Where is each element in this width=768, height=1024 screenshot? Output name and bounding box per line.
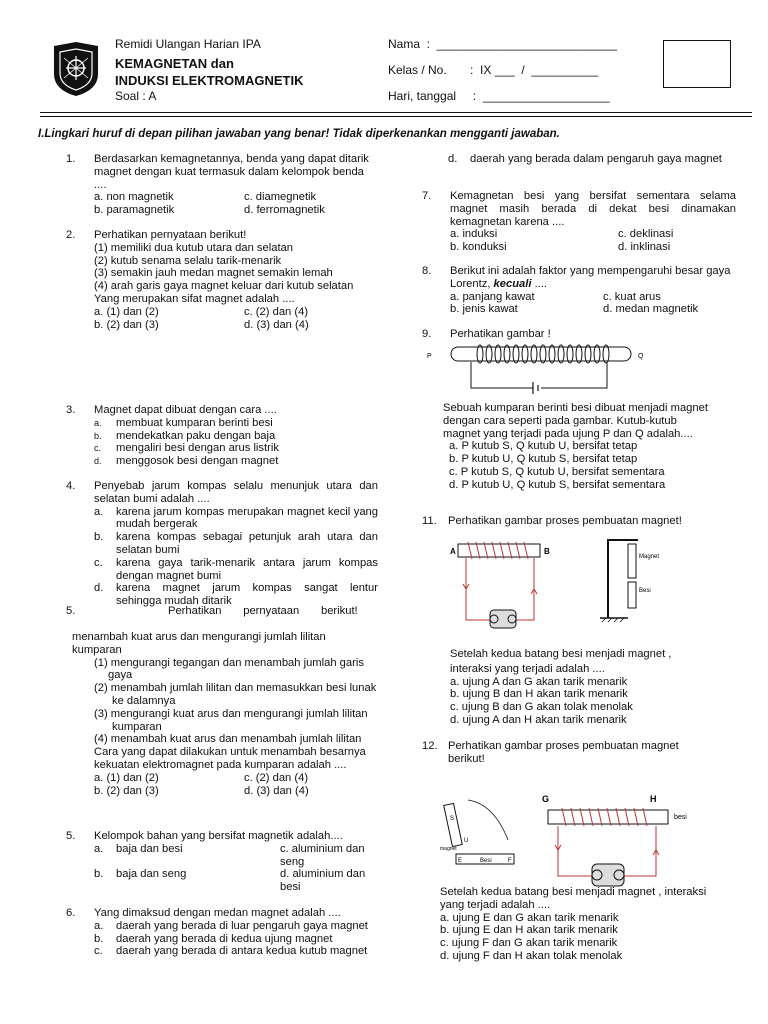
q1-option-b[interactable]: b. paramagnetik <box>94 204 175 217</box>
question-7 <box>422 190 736 254</box>
q11-electromagnet-figure <box>448 534 558 634</box>
q6-letter-c[interactable]: c. <box>94 945 103 958</box>
q3-letter-b[interactable]: b. <box>94 430 102 441</box>
q9-option-a[interactable]: a. P kutub S, Q kutub U, bersifat tetap <box>449 440 638 453</box>
score-box[interactable] <box>663 40 731 88</box>
nama-field[interactable]: Nama : ___________________________ <box>388 37 617 51</box>
q8-option-b[interactable]: b. jenis kawat <box>450 303 518 316</box>
q5a-option-b[interactable]: b. (2) dan (3) <box>94 784 159 797</box>
q4-letter-d[interactable]: d. <box>94 582 104 595</box>
question-11 <box>422 515 736 528</box>
q3-letter-c[interactable]: c. <box>94 443 102 454</box>
q12-rubbing-figure <box>434 790 526 870</box>
q5a-option-a[interactable]: a. (1) dan (2) <box>94 771 159 784</box>
q2-statement-1: (1) memiliki dua kutub utara dan selatan <box>94 241 293 254</box>
q9-coil <box>477 345 609 363</box>
q11-label-a: A <box>450 547 456 556</box>
q8-text-main: Berikut ini adalah faktor yang mempengaruhi besar gaya Lorentz, <box>450 265 731 290</box>
q9-label-q: Q <box>638 353 644 360</box>
question-3 <box>66 404 376 468</box>
q11-option-b[interactable]: b. ujung B dan H akan tarik menarik <box>450 688 628 701</box>
q9-option-d[interactable]: d. P kutub U, Q kutub S, bersifat sementara <box>449 478 666 491</box>
q4-text: Penyebab jarum kompas selalu menunjuk utara dan selatan bumi adalah .... <box>94 480 378 505</box>
q7-text: Kemagnetan besi yang bersifat sementara selama magnet masih berada di dekat besi dinamakan kemagnetan karena .... <box>450 190 736 228</box>
question-6-option-d <box>448 153 736 166</box>
q5b-letter-b[interactable]: b. <box>94 868 104 881</box>
question-1 <box>66 153 376 217</box>
q4-letter-c[interactable]: c. <box>94 556 103 569</box>
school-logo <box>50 40 102 98</box>
q6-option-d[interactable]: daerah yang berada dalam pengaruh gaya magnet <box>470 153 722 165</box>
q1-option-a[interactable]: a. non magnetik <box>94 191 174 204</box>
soal-label: Soal : A <box>115 89 157 103</box>
q12-option-a[interactable]: a. ujung E dan G akan tarik menarik <box>440 911 619 924</box>
q11-option-d[interactable]: d. ujung A dan H akan tarik menarik <box>450 713 627 726</box>
q6-number: 6. <box>66 907 76 919</box>
q7-option-b[interactable]: b. konduksi <box>450 241 507 254</box>
q12-number: 12. <box>422 740 438 752</box>
q6-letter-a[interactable]: a. <box>94 919 104 932</box>
q11-option-c[interactable]: c. ujung B dan G akan tolak menolak <box>450 701 633 714</box>
q12-label-magnet: magnet <box>440 846 457 852</box>
q9-number: 9. <box>422 328 432 340</box>
q12-description: Setelah kedua batang besi menjadi magnet , interaksi yang terjadi adalah .... <box>440 886 707 911</box>
q12-label-g: G <box>542 794 550 804</box>
instruction: I.Lingkari huruf di depan pilihan jawaban yang benar! Tidak diperkenankan mengganti jawaban. <box>38 128 560 140</box>
q1-option-d[interactable]: d. ferromagnetik <box>244 204 325 217</box>
q5b-number: 5. <box>66 830 76 842</box>
q5a-statement-4: (4) menambah kuat arus dan menambah jumlah lilitan <box>94 733 362 746</box>
q3-option-b[interactable]: mendekatkan paku dengan baja <box>116 429 276 442</box>
q11-text: Perhatikan gambar proses pembuatan magnet! <box>448 515 682 527</box>
q8-option-a[interactable]: a. panjang kawat <box>450 290 535 303</box>
q9-label-p: P <box>427 353 432 360</box>
q7-option-a[interactable]: a. induksi <box>450 228 498 241</box>
q9-text: Perhatikan gambar ! <box>450 328 551 340</box>
kelas-field[interactable]: Kelas / No. : IX ___ / __________ <box>388 63 599 77</box>
question-4 <box>66 480 378 608</box>
q12-label-s: S <box>450 816 455 822</box>
q12-electromagnet-figure <box>540 792 700 888</box>
q4-option-a[interactable]: karena jarum kompas merupakan magnet kecil yang mudah bergerak <box>116 505 378 531</box>
q11-number: 11. <box>422 515 437 527</box>
q5a-continued: menambah kuat arus dan mengurangi jumlah lilitan kumparan <box>72 631 326 656</box>
q1-number: 1. <box>66 153 76 165</box>
question-2 <box>66 229 376 331</box>
question-8 <box>422 265 736 316</box>
q8-option-d[interactable]: d. medan magnetik <box>603 303 699 316</box>
q5b-text: Kelompok bahan yang bersifat magnetik adalah.... <box>94 830 343 842</box>
q4-option-c[interactable]: karena gaya tarik-menarik antara jarum kompas dengan magnet bumi <box>116 556 378 582</box>
q5b-letter-a[interactable]: a. <box>94 842 104 855</box>
q8-dots: .... <box>531 277 548 290</box>
q6-option-a[interactable]: daerah yang berada di luar pengaruh gaya magnet <box>116 919 368 932</box>
question-6 <box>66 907 378 958</box>
q3-text: Magnet dapat dibuat dengan cara .... <box>94 404 277 416</box>
q5b-option-c[interactable]: c. aluminium dan seng <box>280 842 365 868</box>
header-rule-1 <box>40 112 752 113</box>
q5a-statement-3: (3) mengurangi kuat arus dan mengurangi jumlah lilitan kumparan <box>94 707 368 733</box>
q5b-option-d[interactable]: d. aluminium dan besi <box>280 868 366 894</box>
q9-description: Sebuah kumparan berinti besi dibuat menjadi magnet dengan cara seperti pada gambar. Kutub-kutub magnet yang terjadi pada ujung P dan Q adalah.... <box>443 402 708 440</box>
q2-option-c[interactable]: c. (2) dan (4) <box>244 305 309 318</box>
q5a-option-d[interactable]: d. (3) dan (4) <box>244 784 309 797</box>
q12-text: Perhatikan gambar proses pembuatan magnet berikut! <box>448 740 679 765</box>
q2-text: Perhatikan pernyataan berikut! <box>94 229 247 241</box>
question-5a <box>66 605 378 618</box>
q12-label-e: E <box>458 858 463 864</box>
q3-letter-a[interactable]: a. <box>94 417 102 428</box>
q12-label-besi-bar: Besi <box>480 858 492 864</box>
q8-option-c[interactable]: c. kuat arus <box>603 290 661 303</box>
hari-tanggal-field[interactable]: Hari, tanggal : ___________________ <box>388 89 610 103</box>
q2-number: 2. <box>66 229 76 241</box>
title-line-1: KEMAGNETAN dan <box>115 56 234 71</box>
q3-letter-d[interactable]: d. <box>94 456 102 467</box>
header-rule-2 <box>40 116 752 117</box>
q5a-ask: Cara yang dapat dilakukan untuk menambah besarnya kekuatan elektromagnet pada kumparan adalah .... <box>94 746 366 771</box>
q9-option-c[interactable]: c. P kutub S, Q kutub U, bersifat sementara <box>449 465 665 478</box>
q12-option-c[interactable]: c. ujung F dan G akan tarik menarik <box>440 937 618 950</box>
q6-option-b[interactable]: daerah yang berada di kedua ujung magnet <box>116 932 333 945</box>
q11-option-a[interactable]: a. ujung A dan G akan tarik menarik <box>450 675 628 688</box>
q3-option-d[interactable]: menggosok besi dengan magnet <box>116 455 279 468</box>
q11-stand-figure <box>598 534 678 624</box>
q11-description-1: Setelah kedua batang besi menjadi magnet , <box>450 648 672 660</box>
q6-option-c[interactable]: daerah yang berada di antara kedua kutub magnet <box>116 945 368 958</box>
q2-ask: Yang merupakan sifat magnet adalah .... <box>94 292 295 305</box>
q12-option-d[interactable]: d. ujung F dan H akan tolak menolak <box>440 949 623 962</box>
q12-label-besi: besi <box>674 814 687 821</box>
q3-option-c[interactable]: mengaliri besi dengan arus listrik <box>116 442 279 455</box>
q11-label-besi: Besi <box>639 588 651 594</box>
question-12-body <box>440 886 716 963</box>
q4-number: 4. <box>66 480 76 492</box>
q2-option-b[interactable]: b. (2) dan (3) <box>94 318 159 331</box>
subject-label: Remidi Ulangan Harian IPA <box>115 37 261 51</box>
q8-kecuali: kecuali <box>493 277 532 290</box>
q12-label-f: F <box>508 858 512 864</box>
q4-letter-a[interactable]: a. <box>94 505 104 518</box>
q5b-option-a[interactable]: baja dan besi <box>116 842 183 855</box>
q12-label-h: H <box>650 794 657 804</box>
q5a-number: 5. <box>66 605 76 617</box>
q5a-text: Perhatikan pernyataan berikut! <box>168 605 358 617</box>
q2-option-a[interactable]: a. (1) dan (2) <box>94 305 159 318</box>
q3-number: 3. <box>66 404 76 416</box>
q7-option-d[interactable]: d. inklinasi <box>618 241 671 254</box>
q8-text <box>450 265 736 291</box>
q8-number: 8. <box>422 265 432 277</box>
q11-description-2: interaksi yang terjadi adalah .... <box>450 662 605 675</box>
q5a-statement-1: (1) mengurangi tegangan dan menambah jumlah garis gaya <box>94 656 364 682</box>
question-9-body <box>443 402 711 492</box>
q1-text: Berdasarkan kemagnetannya, benda yang dapat ditarik magnet dengan kuat termasuk dalam kelompok benda .... <box>94 153 369 191</box>
q9-option-b[interactable]: b. P kutub U, Q kutub S, bersifat tetap <box>449 453 638 466</box>
q7-number: 7. <box>422 190 432 202</box>
q6-text: Yang dimaksud dengan medan magnet adalah .... <box>94 907 341 919</box>
q12-option-b[interactable]: b. ujung E dan H akan tarik menarik <box>440 924 618 937</box>
q4-option-b[interactable]: karena kompas sebagai petunjuk arah utara dan selatan bumi <box>116 531 378 556</box>
question-12 <box>422 740 736 766</box>
q2-statement-2: (2) kutub senama selalu tarik-menarik <box>94 254 282 267</box>
question-5a-body <box>66 631 378 797</box>
q6-letter-d[interactable]: d. <box>448 153 458 165</box>
q11-label-b: B <box>544 547 550 556</box>
question-9 <box>422 328 736 341</box>
q7-option-c[interactable]: c. deklinasi <box>618 228 674 241</box>
q2-option-d[interactable]: d. (3) dan (4) <box>244 318 309 331</box>
q12-label-u: U <box>464 838 469 844</box>
q2-statement-3: (3) semakin jauh medan magnet semakin lemah <box>94 267 333 280</box>
q5a-statement-2: (2) menambah jumlah lilitan dan memasukkan besi lunak ke dalamnya <box>94 682 377 707</box>
q11-label-magnet: Magnet <box>639 554 660 560</box>
q3-option-a[interactable]: membuat kumparan berinti besi <box>116 416 273 429</box>
title-line-2: INDUKSI ELEKTROMAGNETIK <box>115 73 304 88</box>
question-11-body <box>450 648 736 727</box>
q5a-option-c[interactable]: c. (2) dan (4) <box>244 771 309 784</box>
q4-option-d[interactable]: karena magnet jarum kompas sangat lentur sehingga mudah ditarik <box>116 582 378 608</box>
q9-solenoid-figure <box>425 342 655 398</box>
q4-letter-b[interactable]: b. <box>94 531 104 544</box>
q1-option-c[interactable]: c. diamegnetik <box>244 191 317 204</box>
q2-statement-4: (4) arah garis gaya magnet keluar dari kutub selatan <box>94 280 354 293</box>
q5b-option-b[interactable]: baja dan seng <box>116 868 187 881</box>
question-5b <box>66 830 378 894</box>
q6-letter-b[interactable]: b. <box>94 932 104 945</box>
